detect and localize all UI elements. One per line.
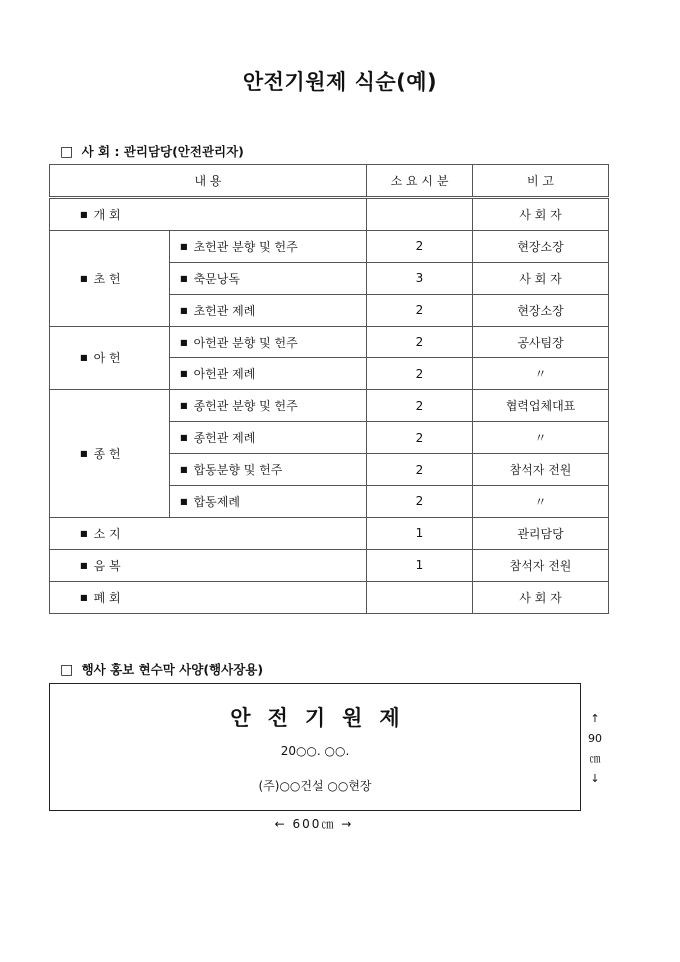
checkbox-square-icon: □	[60, 662, 74, 678]
row-note: 공사팀장	[473, 326, 609, 358]
section-banner-spec	[60, 660, 263, 678]
height-value: 90	[588, 732, 602, 745]
row-time: 2	[367, 326, 473, 358]
row-item: ■ 소 지	[50, 517, 367, 549]
row-note: 〃	[473, 486, 609, 518]
bullet-icon: ■	[180, 433, 188, 443]
row-note: 사 회 자	[473, 262, 609, 294]
bullet-icon: ■	[180, 369, 188, 379]
bullet-icon: ■	[80, 528, 88, 538]
banner-spec-label: 행사 홍보 현수막 사양(행사장용)	[81, 662, 264, 677]
row-item: ■ 초헌관 제례	[170, 294, 367, 326]
row-time: 3	[367, 262, 473, 294]
bullet-icon: ■	[180, 273, 188, 283]
row-time	[367, 581, 473, 613]
row-note: 관리담당	[473, 517, 609, 549]
arrow-down-icon: ↓	[590, 772, 600, 785]
row-time: 1	[367, 549, 473, 581]
height-unit: ㎝	[589, 752, 601, 765]
ceremony-order-table	[49, 164, 609, 614]
banner-mockup	[49, 683, 581, 811]
bullet-icon: ■	[80, 560, 88, 570]
row-item: ■ 종헌관 분향 및 헌주	[170, 390, 367, 422]
row-note: 참석자 전원	[473, 454, 609, 486]
table-row	[50, 517, 609, 549]
bullet-icon: ■	[180, 337, 188, 347]
row-item: ■ 아헌관 제례	[170, 358, 367, 390]
row-group: ■ 종 헌	[50, 390, 170, 518]
bullet-icon: ■	[180, 496, 188, 506]
bullet-icon: ■	[80, 449, 88, 459]
table-row	[50, 581, 609, 613]
page-title: 안전기원제 식순(예)	[242, 70, 438, 94]
row-time: 2	[367, 390, 473, 422]
bullet-icon: ■	[80, 273, 88, 283]
row-note: 현장소장	[473, 230, 609, 262]
banner-title: 안전기원제	[230, 706, 417, 730]
row-item: ■ 종헌관 제례	[170, 422, 367, 454]
bullet-icon: ■	[80, 209, 88, 219]
row-time: 1	[367, 517, 473, 549]
row-time	[367, 198, 473, 231]
row-note: 〃	[473, 422, 609, 454]
table-row	[50, 230, 609, 262]
row-time: 2	[367, 358, 473, 390]
width-dimension: ← 600㎝ →	[274, 817, 354, 831]
row-group: ■ 초 헌	[50, 230, 170, 326]
row-time: 2	[367, 294, 473, 326]
bullet-icon: ■	[80, 353, 88, 363]
bullet-icon: ■	[180, 465, 188, 475]
row-item: ■ 아헌관 분향 및 헌주	[170, 326, 367, 358]
table-row	[50, 326, 609, 358]
arrow-up-icon: ↑	[590, 712, 600, 725]
row-note: 〃	[473, 358, 609, 390]
row-note: 참석자 전원	[473, 549, 609, 581]
row-item: ■ 합동분향 및 헌주	[170, 454, 367, 486]
bullet-icon: ■	[180, 241, 188, 251]
row-time: 2	[367, 486, 473, 518]
row-item: ■ 합동제례	[170, 486, 367, 518]
row-note: 사 회 자	[473, 198, 609, 231]
header-time: 소 요 시 분	[367, 165, 473, 198]
table-header-row	[50, 165, 609, 198]
row-time: 2	[367, 422, 473, 454]
row-time: 2	[367, 454, 473, 486]
table-row	[50, 549, 609, 581]
moderator-label: 사 회 : 관리담당(안전관리자)	[81, 144, 244, 159]
bullet-icon: ■	[80, 592, 88, 602]
row-item: ■ 폐 회	[50, 581, 367, 613]
table-row	[50, 390, 609, 422]
bullet-icon: ■	[180, 305, 188, 315]
row-item: ■ 개 회	[50, 198, 367, 231]
row-note: 협력업체대표	[473, 390, 609, 422]
header-note: 비 고	[473, 165, 609, 198]
height-dimension	[584, 709, 606, 789]
row-time: 2	[367, 230, 473, 262]
row-group: ■ 아 헌	[50, 326, 170, 390]
row-item: ■ 초헌관 분향 및 헌주	[170, 230, 367, 262]
row-note: 현장소장	[473, 294, 609, 326]
row-item: ■ 축문낭독	[170, 262, 367, 294]
banner-date: 20○○. ○○.	[280, 744, 350, 758]
banner-site: (주)○○건설 ○○현장	[258, 779, 372, 793]
row-note: 사 회 자	[473, 581, 609, 613]
row-item: ■ 음 복	[50, 549, 367, 581]
section-moderator	[60, 142, 244, 160]
table-row	[50, 198, 609, 231]
header-content: 내 용	[50, 165, 367, 198]
checkbox-square-icon: □	[60, 144, 74, 160]
bullet-icon: ■	[180, 401, 188, 411]
